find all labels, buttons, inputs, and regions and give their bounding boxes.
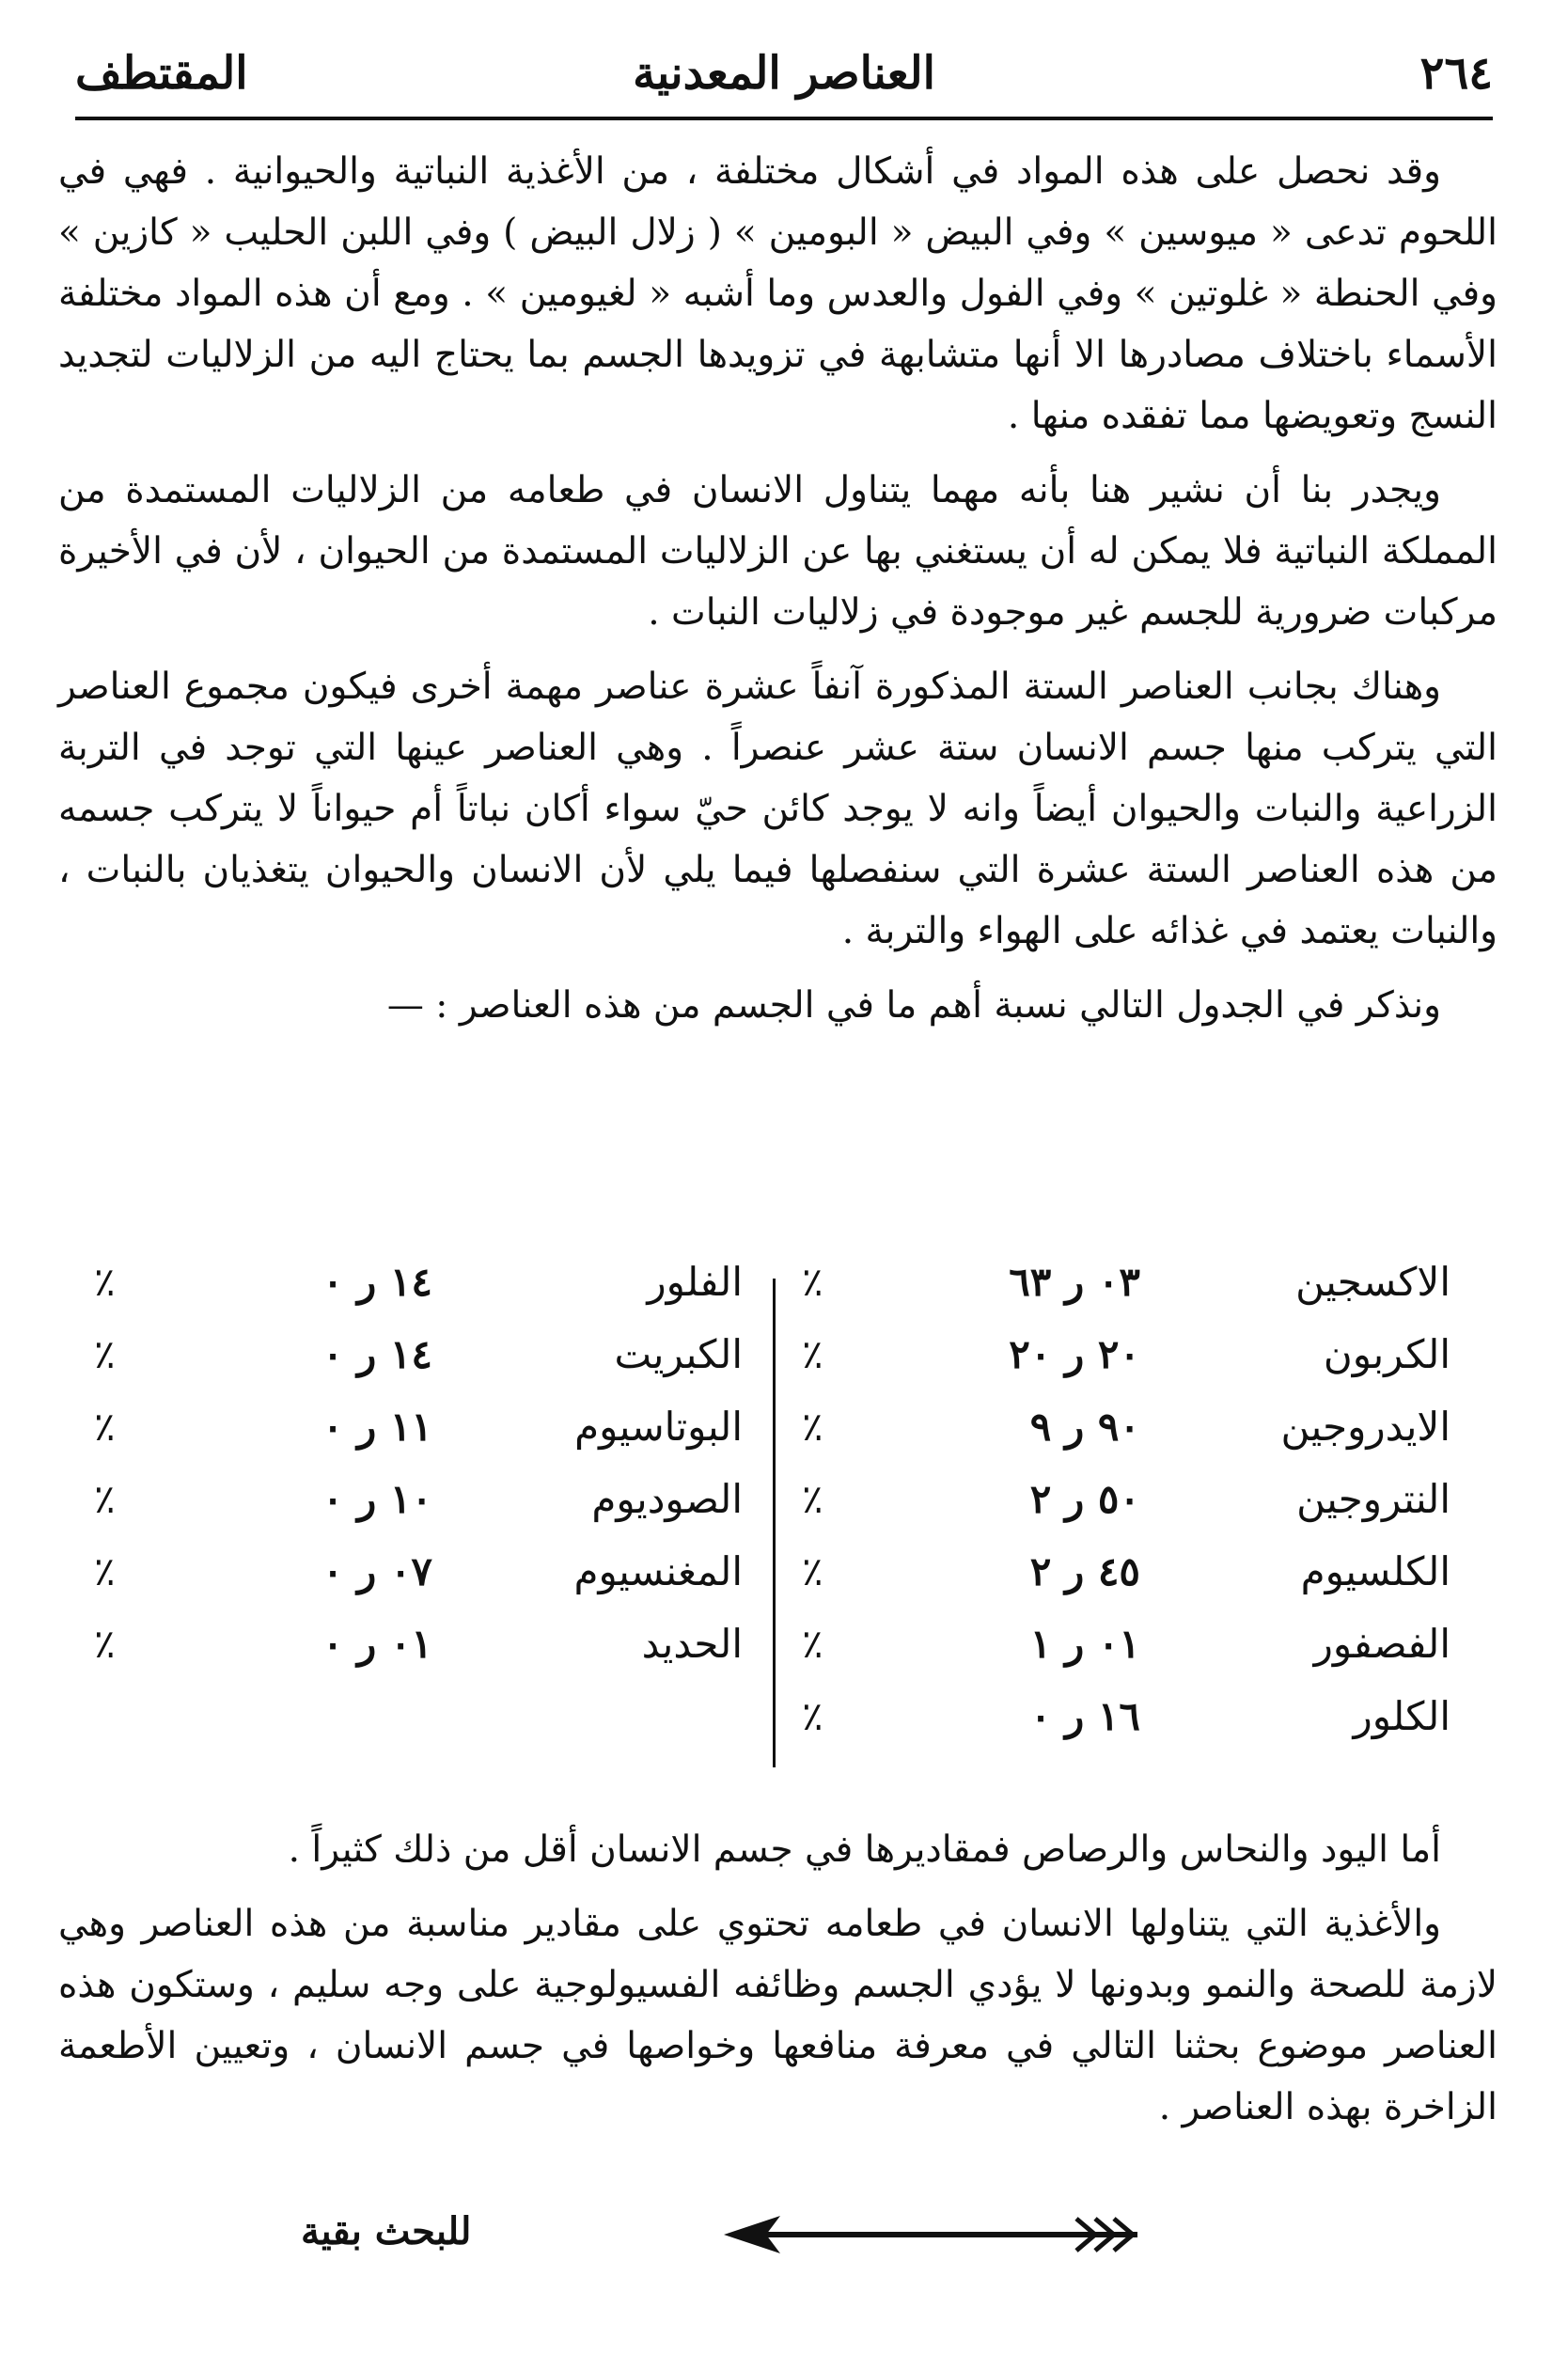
table-row <box>94 1246 743 1318</box>
table-row <box>94 1608 743 1680</box>
table-intro: ونذكر في الجدول التالي نسبة أهم ما في الجسم من هذه العناصر : — <box>386 984 1441 1027</box>
element-value: ٠٧ ر ٠ <box>321 1548 432 1594</box>
element-value: ٠١ ر ٠ <box>321 1621 432 1667</box>
element-name: النتروجين <box>1296 1476 1450 1522</box>
percent-sign: ٪ <box>802 1476 823 1522</box>
table-row <box>94 1318 743 1390</box>
element-name: الصوديوم <box>591 1476 743 1522</box>
element-name: البوتاسيوم <box>574 1404 743 1450</box>
element-name: الاكسجين <box>1295 1259 1450 1305</box>
element-name: الكربون <box>1323 1331 1450 1377</box>
element-name: المغنسيوم <box>573 1548 743 1594</box>
paragraph: وقد نحصل على هذه المواد في أشكال مختلفة ، من الأغذية النباتية والحيوانية . فهي في اللحوم تدعى « ميوسين » وفي البيض « البومين » ( زلال البيض ) وفي اللبن الحليب « كازين » وفي الحنطة « غلوتين » وفي الفول والعدس وما أشبه « لغيومين » . ومع أن هذه المواد مختلفة الأسماء باختلاف مصادرها الا أنها متشابهة في تزويدها الجسم بما يحتاج اليه من الزلاليات لتجديد النسج وتعويضها مما تفقده منها . <box>58 150 1497 437</box>
table-row <box>802 1318 1450 1390</box>
element-value: ١٤ ر ٠ <box>321 1331 432 1377</box>
body-text <box>58 141 1497 1049</box>
table-row <box>94 1463 743 1535</box>
paragraph: ويجدر بنا أن نشير هنا بأنه مهما يتناول الانسان في طعامه من الزلاليات المستمدة من المملكة النباتية فلا يمكن له أن يستغني بها عن الزلاليات المستمدة من الحيوان ، لأن في الأخيرة مركبات ضرورية للجسم غير موجودة في زلاليات النبات . <box>58 469 1497 634</box>
element-value: ٥٠ ر ٢ <box>1029 1476 1140 1522</box>
percent-sign: ٪ <box>802 1621 823 1667</box>
percent-sign: ٪ <box>94 1548 116 1594</box>
journal-name: المقتطف <box>75 47 248 100</box>
element-value: ١٠ ر ٠ <box>321 1476 432 1522</box>
element-name: الحديد <box>641 1621 743 1667</box>
element-value: ١٦ ر ٠ <box>1029 1693 1140 1739</box>
table-row <box>802 1680 1450 1752</box>
paragraph: والأغذية التي يتناولها الانسان في طعامه تحتوي على مقادير مناسبة من هذه العناصر وهي لازمة للصحة والنمو وبدونها لا يؤدي الجسم وظائفه الفسيولوجية على وجه سليم ، وستكون هذه العناصر موضوع بحثنا التالي في معرفة منافعها وخواصها في جسم الانسان ، وتعيين الأطعمة الزاخرة بهذه العناصر . <box>58 1903 1497 2128</box>
element-value: ٢٠ ر ٢٠ <box>1009 1331 1140 1377</box>
element-name: الايدروجين <box>1280 1404 1450 1450</box>
table-row <box>802 1246 1450 1318</box>
table-row <box>802 1535 1450 1608</box>
column-divider <box>773 1279 776 1767</box>
percent-sign: ٪ <box>802 1259 823 1305</box>
percent-sign: ٪ <box>94 1621 116 1667</box>
percent-sign: ٪ <box>802 1331 823 1377</box>
element-value: ٠١ ر ١ <box>1029 1621 1140 1667</box>
table-row <box>94 1535 743 1608</box>
arrow-left-icon <box>724 2211 1156 2258</box>
element-value: ٠٣ ر ٦٣ <box>1009 1259 1140 1305</box>
section-title: العناصر المعدنية <box>633 47 935 100</box>
table-row <box>94 1390 743 1463</box>
elements-table <box>94 1246 1450 1772</box>
page-number: ٢٦٤ <box>1419 47 1493 100</box>
percent-sign: ٪ <box>94 1331 116 1377</box>
element-value: ١٤ ر ٠ <box>321 1259 432 1305</box>
percent-sign: ٪ <box>802 1693 823 1739</box>
header-rule <box>75 117 1493 120</box>
element-name: الفلور <box>647 1259 743 1305</box>
table-column-right <box>802 1246 1450 1752</box>
paragraph: أما اليود والنحاس والرصاص فمقاديرها في جسم الانسان أقل من ذلك كثيراً . <box>288 1829 1441 1871</box>
table-row <box>802 1463 1450 1535</box>
percent-sign: ٪ <box>802 1404 823 1450</box>
element-name: الفصفور <box>1313 1621 1450 1667</box>
percent-sign: ٪ <box>94 1404 116 1450</box>
element-value: ٤٥ ر ٢ <box>1029 1548 1140 1594</box>
element-name: الكبريت <box>614 1331 743 1377</box>
page-footer <box>0 2190 1568 2275</box>
closing-text <box>58 1819 1497 2151</box>
table-row <box>802 1390 1450 1463</box>
element-name: الكلسيوم <box>1300 1548 1450 1594</box>
element-value: ١١ ر ٠ <box>321 1404 432 1450</box>
continuation-note: للبحث بقية <box>301 2209 472 2253</box>
paragraph: وهناك بجانب العناصر الستة المذكورة آنفاً عشرة عناصر مهمة أخرى فيكون مجموع العناصر التي يتركب منها جسم الانسان ستة عشر عنصراً . وهي العناصر عينها التي توجد في التربة الزراعية والنبات والحيوان أيضاً وانه لا يوجد كائن حيّ سواء أكان نباتاً أم حيواناً لا يتركب جسمه من هذه العناصر الستة عشرة التي سنفصلها فيما يلي لأن الانسان والحيوان يتغذيان بالنبات ، والنبات يعتمد في غذائه على الهواء والتربة . <box>58 666 1497 952</box>
table-row <box>802 1608 1450 1680</box>
element-name: الكلور <box>1353 1693 1450 1739</box>
element-value: ٩٠ ر ٩ <box>1029 1404 1140 1450</box>
percent-sign: ٪ <box>802 1548 823 1594</box>
table-column-left <box>94 1246 743 1680</box>
page-header <box>75 36 1493 111</box>
percent-sign: ٪ <box>94 1476 116 1522</box>
percent-sign: ٪ <box>94 1259 116 1305</box>
